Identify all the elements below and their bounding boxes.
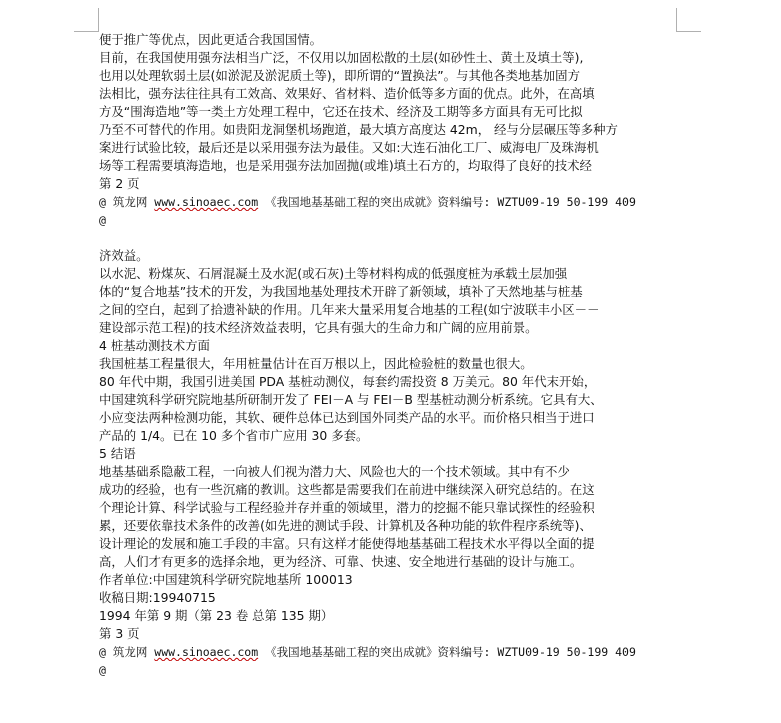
paragraph-line: 我国桩基工程量很大，年用桩量估计在百万根以上，因此检验桩的数量也很大。 xyxy=(99,356,533,371)
page2-text-block xyxy=(99,247,769,625)
author-affiliation: 作者单位:中国建筑科学研究院地基所 100013 xyxy=(99,572,353,587)
paragraph-line: 目前，在我国使用强夯法相当广泛，不仅用以加固松散的土层(如砂性土、黄土及填土等), xyxy=(99,50,584,65)
section-heading: 5 结语 xyxy=(99,446,136,461)
paragraph-line: 地基基础系隐蔽工程，一向被人们视为潜力大、风险也大的一个技术领域。其中有不少 xyxy=(99,464,570,479)
paragraph-line: 设计理论的发展和施工手段的丰富。只有这样才能使得地基基础工程技术水平得以全面的提 xyxy=(99,536,595,551)
paragraph-line: 高，人们才有更多的选择余地，更为经济、可靠、快速、安全地进行基础的设计与施工。 xyxy=(99,554,583,569)
paragraph-line: 体的“复合地基”技术的开发，为我国地基处理技术开辟了新领域，填补了天然地基与桩基 xyxy=(99,284,583,299)
paragraph-line: 个理论计算、科学试验与工程经验并存并重的领域里，潜力的挖掘不能只靠试探性的经验积 xyxy=(99,500,595,515)
received-date: 收稿日期:19940715 xyxy=(99,590,216,605)
source-prefix: @ 筑龙网 xyxy=(99,645,155,659)
page-number: 第 3 页 xyxy=(99,626,140,641)
paragraph-line: 中国建筑科学研究院地基所研制开发了 FEI－A 与 FEI－B 型基桩动测分析系统。它具有大、 xyxy=(99,392,603,407)
source-line xyxy=(99,193,769,211)
paragraph-line: 累，还要依靠技术条件的改善(如先进的测试手段、计算机及各种功能的软件程序系统等)、 xyxy=(99,518,592,533)
paragraph-line: 产品的 1/4。已在 10 多个省市广应用 30 多套。 xyxy=(99,428,369,443)
paragraph-line: 济效益。 xyxy=(99,248,149,263)
site-link[interactable]: www.sinoaec.com xyxy=(154,195,259,209)
site-link[interactable]: www.sinoaec.com xyxy=(154,645,259,659)
page-footer-2 xyxy=(99,175,769,229)
paragraph-line: 法相比，强夯法往往具有工效高、效果好、省材料、造价低等多方面的优点。此外，在高填 xyxy=(99,86,595,101)
paragraph-line: 小应变法两种检测功能，其软、硬件总体已达到国外同类产品的水平。而价格只相当于进口 xyxy=(99,410,595,425)
paragraph-line: 以水泥、粉煤灰、石屑混凝土及水泥(或石灰)土等材料构成的低强度桩为承载土层加强 xyxy=(99,266,568,281)
paragraph-line: 便于推广等优点，因此更适合我国国情。 xyxy=(99,32,323,47)
source-suffix: 《我国地基基础工程的突出成就》资料编号: WZTU09-19 50-199 409 xyxy=(258,195,636,209)
page-number: 第 2 页 xyxy=(99,176,140,191)
source-prefix: @ 筑龙网 xyxy=(99,195,155,209)
crop-mark-top-right-vertical xyxy=(676,8,677,32)
paragraph-line: 之间的空白，起到了拾遗补缺的作用。几年来大量采用复合地基的工程(如宁波联丰小区－－ xyxy=(99,302,600,317)
crop-mark-top-left-vertical xyxy=(98,8,99,32)
section-heading: 4 桩基动测技术方面 xyxy=(99,338,210,353)
paragraph-line: 建设部示范工程)的技术经济效益表明，它具有强大的生命力和广阔的应用前景。 xyxy=(99,320,538,335)
paragraph-line: 场等工程需要填海造地，也是采用强夯法加固抛(或堆)填土石方的，均取得了良好的技术经 xyxy=(99,158,592,173)
source-suffix: 《我国地基基础工程的突出成就》资料编号: WZTU09-19 50-199 409 xyxy=(258,645,636,659)
issue-info: 1994 年第 9 期（第 23 卷 总第 135 期） xyxy=(99,608,334,623)
source-line xyxy=(99,643,769,661)
page-footer-3 xyxy=(99,625,769,679)
paragraph-line: 案进行试验比较，最后还是以采用强夯法为最佳。又如:大连石油化工厂、威海电厂及珠海机 xyxy=(99,140,599,155)
page-gap xyxy=(99,229,769,247)
paragraph-line: 乃至不可替代的作用。如贵阳龙洞堡机场跑道，最大填方高度达 42m， 经与分层碾压等多种方 xyxy=(99,122,618,137)
paragraph-line: 也用以处理软弱土层(如淤泥及淤泥质土等)，即所谓的“置换法”。与其他各类地基加固方 xyxy=(99,68,580,83)
paragraph-line: 80 年代中期，我国引进美国 PDA 基桩动测仪，每套约需投资 8 万美元。80 年代末开始， xyxy=(99,374,597,389)
source-trail: @ xyxy=(99,663,106,677)
crop-mark-top-left-horizontal xyxy=(74,31,99,32)
document-body xyxy=(99,31,769,679)
page1-text-block xyxy=(99,31,769,175)
paragraph-line: 成功的经验，也有一些沉痛的教训。这些都是需要我们在前进中继续深入研究总结的。在这 xyxy=(99,482,595,497)
paragraph-line: 方及“围海造地”等一类土方处理工程中，它还在技术、经济及工期等多方面具有无可比拟 xyxy=(99,104,583,119)
source-trail: @ xyxy=(99,213,106,227)
